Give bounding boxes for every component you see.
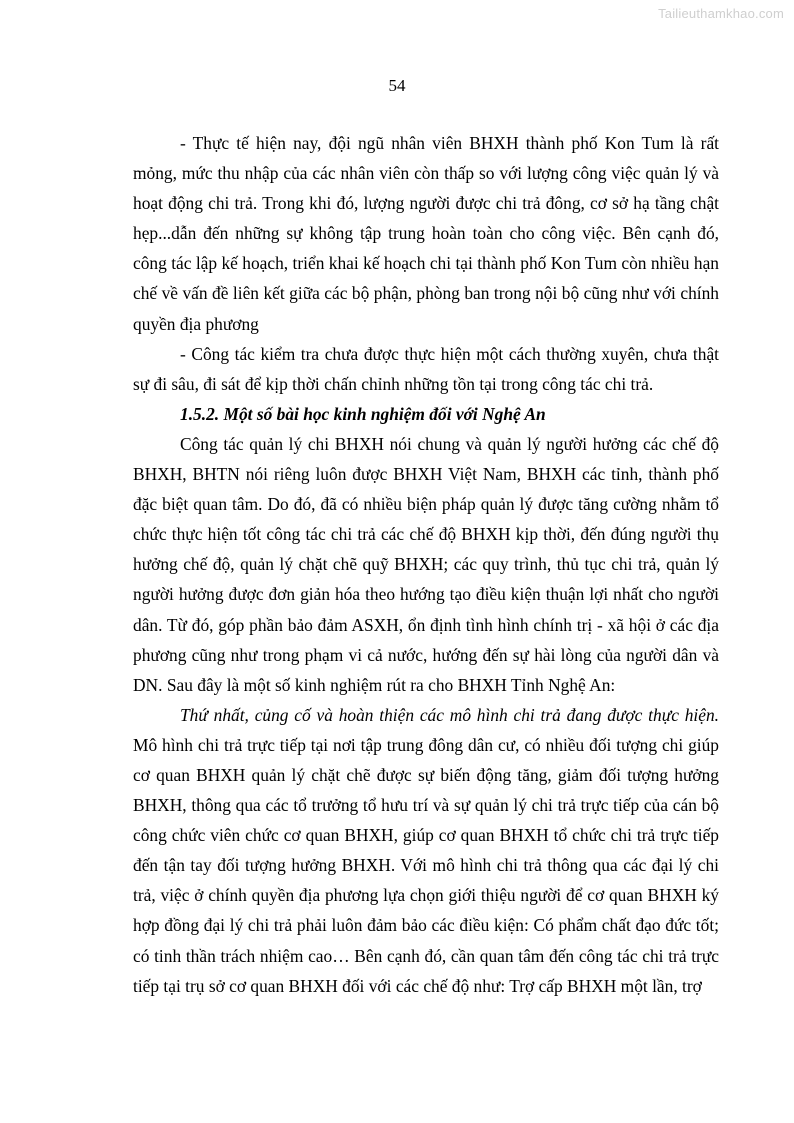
paragraph: - Thực tế hiện nay, đội ngũ nhân viên BHXH thành phố Kon Tum là rất mỏng, mức thu nhập của các nhân viên còn thấp so với lượng công việc quản lý và hoạt động chi trả. Trong khi đó, lượng người được chi trả đông, cơ sở hạ tầng chật hẹp...dẫn đến những sự không tập trung hoàn toàn cho công việc. Bên cạnh đó, công tác lập kế hoạch, triển khai kế hoạch chi tại thành phố Kon Tum còn nhiều hạn chế về vấn đề liên kết giữa các bộ phận, phòng ban trong nội bộ cũng như với chính quyền địa phương [133, 133, 719, 334]
section-heading: 1.5.2. Một số bài học kinh nghiệm đối với Nghệ An [180, 403, 546, 424]
document-body [133, 128, 719, 1001]
paragraph [133, 700, 719, 1001]
watermark: Tailieuthamkhao.com [658, 6, 784, 21]
paragraph: Công tác quản lý chi BHXH nói chung và quản lý người hưởng các chế độ BHXH, BHTN nói riêng luôn được BHXH Việt Nam, BHXH các tỉnh, thành phố đặc biệt quan tâm. Do đó, đã có nhiều biện pháp quản lý được tăng cường nhằm tổ chức thực hiện tốt công tác chi trả các chế độ BHXH kịp thời, đến đúng người thụ hưởng chế độ, quản lý chặt chẽ quỹ BHXH; các quy trình, thủ tục chi trả, quản lý người hưởng được đơn giản hóa theo hướng tạo điều kiện thuận lợi nhất cho người dân. Từ đó, góp phần bảo đảm ASXH, ổn định tình hình chính trị - xã hội ở các địa phương cũng như trong phạm vi cả nước, hướng đến sự hài lòng của người dân và DN. Sau đây là một số kinh nghiệm rút ra cho BHXH Tỉnh Nghệ An: [133, 433, 719, 695]
page-number: 54 [388, 76, 406, 95]
paragraph: - Công tác kiểm tra chưa được thực hiện một cách thường xuyên, chưa thật sự đi sâu, đi sát để kịp thời chấn chỉnh những tồn tại trong công tác chi trả. [133, 343, 719, 394]
paragraph-text: Mô hình chi trả trực tiếp tại nơi tập trung đông dân cư, có nhiều đối tượng chi giúp cơ quan BHXH quản lý chặt chẽ được sự biến động tăng, giảm đối tượng hưởng BHXH, thông qua các tổ trưởng tổ hưu trí và sự quản lý chi trả trực tiếp của cán bộ công chức viên chức cơ quan BHXH, giúp cơ quan BHXH tổ chức chi trả trực tiếp đến tận tay đối tượng hưởng BHXH. Với mô hình chi trả thông qua các đại lý chi trả, việc ở chính quyền địa phương lựa chọn giới thiệu người để cơ quan BHXH ký hợp đồng đại lý chi trả phải luôn đảm bảo các điều kiện: Có phẩm chất đạo đức tốt; có tinh thần trách nhiệm cao… Bên cạnh đó, cần quan tâm đến công tác chi trả trực tiếp tại trụ sở cơ quan BHXH đối với các chế độ như: Trợ cấp BHXH một lần, trợ [133, 734, 719, 996]
paragraph-lead-italic: Thứ nhất, củng cố và hoàn thiện các mô hình chi trả đang được thực hiện. [180, 704, 719, 725]
